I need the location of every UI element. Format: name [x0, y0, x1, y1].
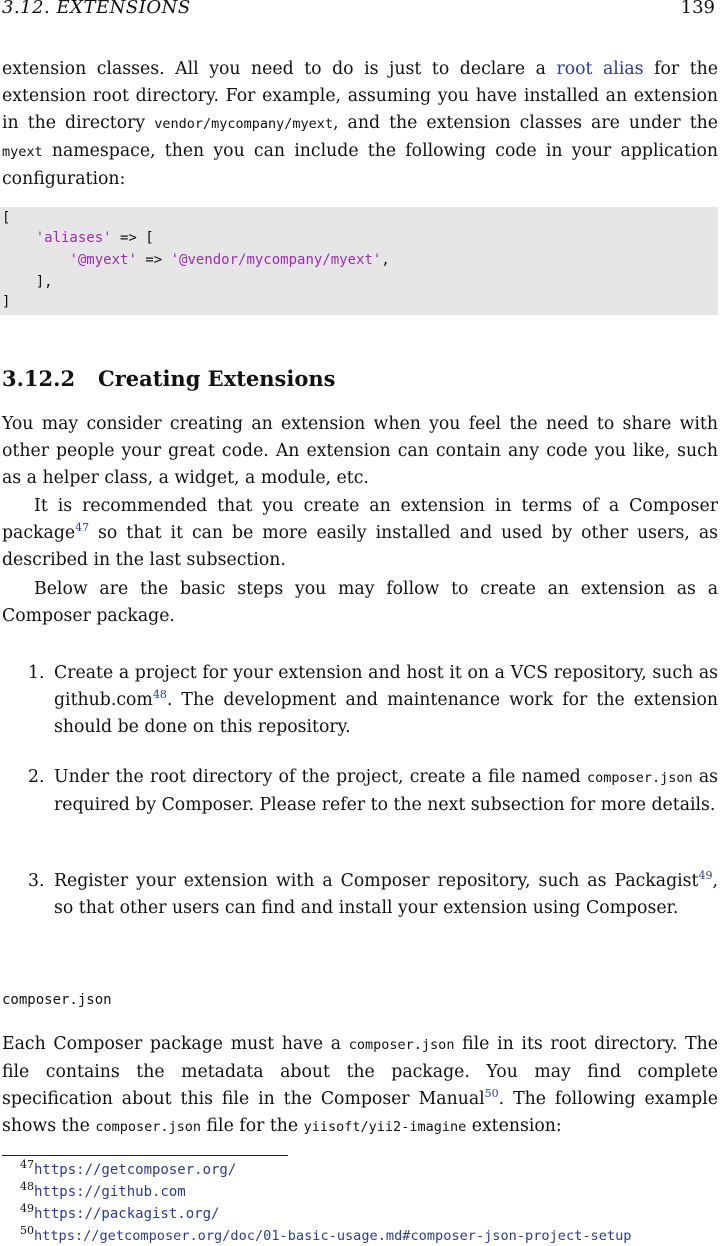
inline-code: composer.json	[348, 1037, 455, 1053]
root-alias-link[interactable]: root alias	[556, 59, 644, 79]
page-number: 139	[680, 0, 715, 18]
inline-code: myext	[2, 144, 43, 160]
footnote: $^{47}$https://getcomposer.org/	[20, 1158, 237, 1178]
paragraph	[2, 411, 718, 492]
footnote-ref[interactable]: 50	[484, 1087, 499, 1100]
list-number: 3.	[28, 871, 45, 891]
paragraph-text: so that it can be more easily installed and used by other users, as described in the last subsection.	[2, 523, 718, 570]
section-heading	[2, 365, 335, 393]
code-line: 'aliases' => [	[35, 230, 154, 246]
list-item: Create a project for your extension and host it on a VCS repository, such as github.com$^{48}$. The development and maintenance work for the extension should be done on this repository.	[54, 663, 718, 737]
footnote-link[interactable]: https://getcomposer.org/doc/01-basic-usage.md#composer-json-project-setup	[34, 1228, 632, 1244]
footnote: $^{50}$https://getcomposer.org/doc/01-basic-usage.md#composer-json-project-setup	[20, 1224, 632, 1244]
paragraph	[2, 576, 718, 630]
code-block	[0, 207, 718, 315]
intro-text: , and the extension classes are under the	[333, 113, 718, 133]
code-line: ]	[2, 294, 11, 310]
footnote-ref[interactable]: 47	[75, 521, 90, 534]
list-number: 2.	[28, 767, 45, 787]
inline-code: vendor/mycompany/myext	[154, 116, 334, 132]
list-number: 1.	[28, 663, 45, 683]
list-item: Under the root directory of the project, create a file named composer.json as required by Composer. Please refer to the next subsection for more details.	[54, 767, 718, 815]
code-line: [	[2, 210, 11, 226]
footnote-rule	[2, 1155, 288, 1156]
footnote-ref[interactable]: 48	[152, 688, 167, 701]
footnote: $^{48}$https://github.com	[20, 1180, 186, 1200]
running-header	[0, 0, 725, 22]
footnote-link[interactable]: https://getcomposer.org/	[34, 1162, 237, 1178]
subsection-heading: composer.json	[2, 992, 112, 1008]
intro-text: namespace, then you can include the following code in your application configuration:	[2, 141, 718, 189]
paragraph-text: It is recommended that you create an extension in terms of a Composer package	[2, 496, 718, 543]
inline-code: yiisoft/yii2-imagine	[303, 1119, 467, 1135]
paragraph-text: Below are the basic steps you may follow to create an extension as a Composer package.	[2, 579, 718, 626]
paragraph-text: You may consider creating an extension when you feel the need to share with other people your great code. An extension can contain any code you like, such as a helper class, a widget, a module, etc.	[2, 414, 718, 488]
footnote-link[interactable]: https://packagist.org/	[34, 1206, 220, 1222]
list-item: Register your extension with a Composer repository, such as Packagist$^{49}$, so that other users can find and install your extension using Composer.	[54, 869, 718, 918]
inline-code: composer.json	[586, 770, 693, 786]
section-title: Creating Extensions	[98, 366, 336, 391]
code-line: ],	[2, 274, 53, 290]
running-header-section: 3.12. EXTENSIONS	[2, 0, 191, 18]
paragraph	[2, 493, 718, 574]
footnote-ref[interactable]: 49	[698, 869, 713, 882]
intro-text: extension classes. All you need to do is just to declare a	[2, 59, 557, 79]
footnote: $^{49}$https://packagist.org/	[20, 1202, 220, 1222]
inline-code: composer.json	[95, 1119, 202, 1135]
intro-text: for the extension root directory. For example, assuming you have installed an extension in the directory	[2, 59, 718, 133]
section-number: 3.12.2	[2, 366, 76, 391]
code-line: '@myext' => '@vendor/mycompany/myext',	[69, 252, 390, 268]
intro-paragraph	[2, 56, 718, 193]
paragraph: Each Composer package must have a composer.json file in its root directory. The file contains the metadata about the package. You may find complete specification about this file in the Composer Manual$^{50}$. The following example shows the composer.json file for the yiisoft/yii2-imagine extension:	[2, 1034, 719, 1136]
footnote-link[interactable]: https://github.com	[34, 1184, 186, 1200]
